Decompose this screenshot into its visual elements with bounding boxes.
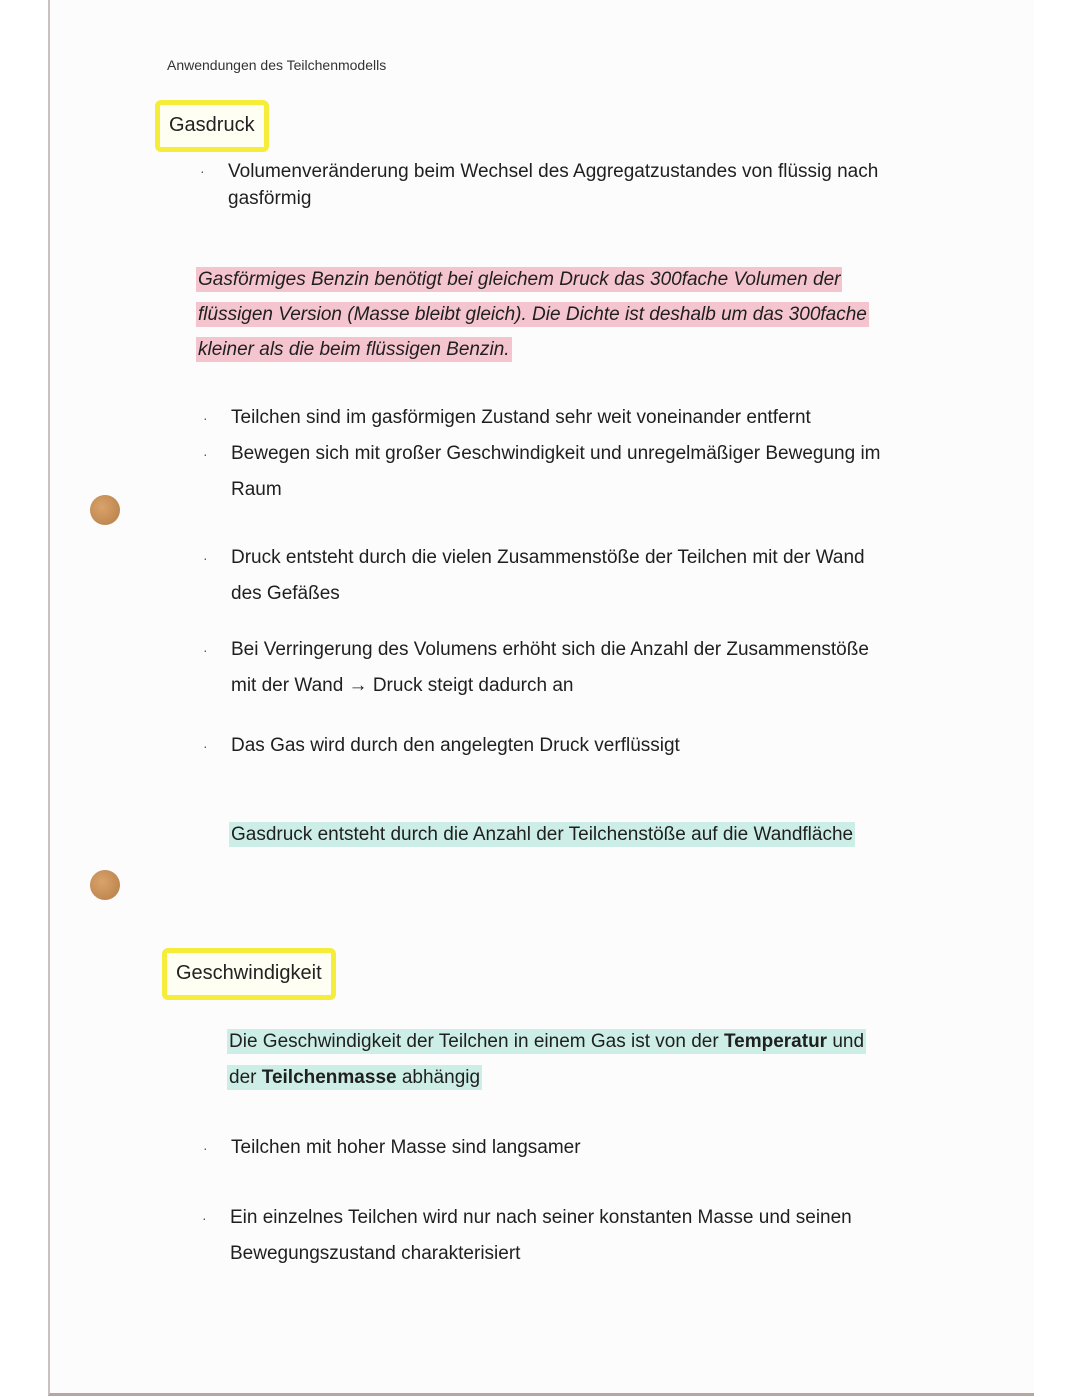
bullet-dot: · xyxy=(203,410,208,426)
bullet-text: Das Gas wird durch den angelegten Druck verflüssigt xyxy=(231,735,680,756)
bullet-dot: · xyxy=(203,642,208,658)
bullet-item xyxy=(203,1130,581,1166)
bullet-text: Druck entsteht durch die vielen Zusammenstöße der Teilchen mit der Wand xyxy=(231,547,865,568)
bullet-item xyxy=(203,400,811,436)
pink-note-line-2: flüssigen Version (Masse bleibt gleich). Die Dichte ist deshalb um das 300fache xyxy=(198,304,867,325)
bullet-item xyxy=(203,436,881,508)
pink-highlight-note xyxy=(196,262,906,367)
bullet-dot: · xyxy=(203,738,208,754)
summary-text: Gasdruck entsteht durch die Anzahl der Teilchenstöße auf die Wandfläche xyxy=(231,824,854,845)
page-header: Anwendungen des Teilchenmodells xyxy=(167,57,387,73)
bullet-text: Ein einzelnes Teilchen wird nur nach seiner konstanten Masse und seinen xyxy=(230,1207,852,1228)
bullet-dot: · xyxy=(203,446,208,462)
intro-bullet-line-2: gasförmig xyxy=(228,188,312,209)
section-title-gasdruck: Gasdruck xyxy=(155,100,269,152)
bullet-text: Bewegen sich mit großer Geschwindigkeit und unregelmäßiger Bewegung im xyxy=(231,443,881,464)
keyword-temperatur: Temperatur xyxy=(723,1031,828,1052)
bullet-item xyxy=(203,540,865,612)
bullet-text-continued: des Gefäßes xyxy=(231,583,340,604)
bullet-item xyxy=(202,1200,852,1272)
bullet-text-continued: mit der Wand → Druck steigt dadurch an xyxy=(231,675,574,696)
bullet-text-continued: Raum xyxy=(231,479,282,500)
keyword-teilchenmasse: Teilchenmasse xyxy=(261,1067,397,1088)
section-title-geschwindigkeit: Geschwindigkeit xyxy=(162,948,336,1000)
pink-note-line-3: kleiner als die beim flüssigen Benzin. xyxy=(198,339,510,360)
bullet-text-continued: Bewegungszustand charakterisiert xyxy=(230,1243,521,1264)
bullet-text: Teilchen mit hoher Masse sind langsamer xyxy=(231,1137,581,1158)
intro-bullet xyxy=(200,158,879,212)
punch-hole-top xyxy=(90,495,120,525)
bullet-dot: · xyxy=(203,550,208,566)
punch-hole-bottom xyxy=(90,870,120,900)
bullet-text: Teilchen sind im gasförmigen Zustand sehr weit voneinander entfernt xyxy=(231,407,811,428)
teal-note-line-2: der Teilchenmasse abhängig xyxy=(229,1067,481,1088)
bullet-dot: · xyxy=(202,1210,207,1226)
bullet-item xyxy=(203,632,869,704)
teal-highlight-note xyxy=(227,1024,866,1096)
pink-note-line-1: Gasförmiges Benzin benötigt bei gleichem Druck das 300fache Volumen der xyxy=(198,269,841,290)
teal-note-line-1: Die Geschwindigkeit der Teilchen in einem Gas ist von der Temperatur und xyxy=(229,1031,865,1052)
intro-bullet-line-1: Volumenveränderung beim Wechsel des Aggregatzustandes von flüssig nach xyxy=(228,161,879,182)
bullet-text: Bei Verringerung des Volumens erhöht sich die Anzahl der Zusammenstöße xyxy=(231,639,869,660)
bullet-dot: · xyxy=(203,1140,208,1156)
bullet-item xyxy=(203,728,680,764)
bullet-dot: · xyxy=(200,163,205,179)
teal-highlight-summary xyxy=(229,817,855,853)
